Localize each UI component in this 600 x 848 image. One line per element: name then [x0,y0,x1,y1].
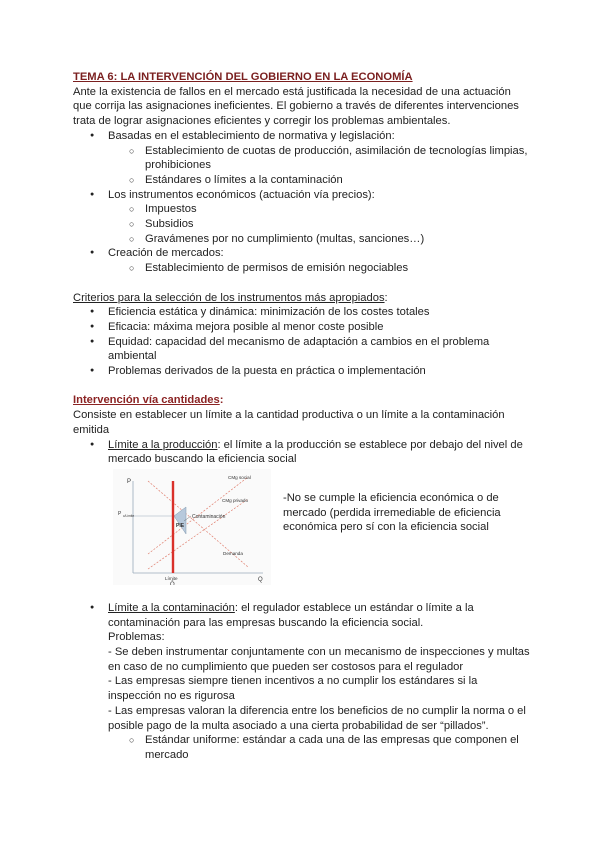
figure-row [73,469,543,587]
quantities-heading-colon: : [219,394,224,407]
quantities-heading-text: Intervención vía cantidades [73,394,220,407]
item-text: - Las empresas valoran la diferencia entre los beneficios de no cumplir la norma o el [108,704,526,717]
production-limit-term: Límite a la producción [108,438,218,451]
item-text: ambiental [108,350,157,363]
market-diagram [113,469,271,585]
item-text: mercado buscando la eficiencia social [108,453,297,466]
demand-label: Demanda [223,550,243,556]
q-bar-label: Q̄ [170,581,175,585]
criteria-list [73,305,543,379]
quantities-list [73,438,543,467]
item-text: : el regulador establece un estándar o límite a la [234,601,474,614]
list-item: ● Problemas derivados de la puesta en práctica o implementación [73,364,543,379]
list-subitem: ○ Estándares o límites a la contaminación [73,173,543,188]
list-subitem: ○ Establecimiento de permisos de emisión negociables [73,261,543,276]
criteria-heading [73,291,543,306]
list-subitem: ○ Gravámenes por no cumplimiento (multas, sanciones…) [73,232,543,247]
x-axis-label: Q [258,576,263,583]
list-item: ● Creación de mercados: [73,246,543,261]
item-text: en caso de no cumplimiento que pueden ser costosos para el regulador [108,660,464,673]
quantities-desc-2: emitida [73,423,110,436]
list-item: ● Eficiencia estática y dinámica: minimización de los costes totales [73,305,543,320]
document-page [73,70,543,763]
list-item: ● Basadas en el establecimiento de normativa y legislación: [73,129,543,144]
list-subitem: ○ Subsidios [73,217,543,232]
cmg-social-label: CMg social [228,474,251,480]
figure-note-line: económica pero sí con la eficiencia social [283,521,489,534]
price-label: P [118,510,122,517]
intervention-list [73,129,543,276]
price-sublabel: c/Límite [123,513,135,518]
subitem-text: Establecimiento de cuotas de producción, asimilación de tecnologías limpias, [145,144,528,157]
diagram-svg [113,469,271,585]
figure-note [283,491,533,535]
cmg-private-label: CMg privado [222,497,249,503]
criteria-heading-text: Criterios para la selección de los instrumentos más apropiados [73,291,385,304]
intro-line-3: trata de lograr asignaciones eficientes y corregir los problemas ambientales. [73,115,451,128]
list-item: ● Eficacia: máxima mejora posible al menor coste posible [73,320,543,335]
list-item [73,601,543,733]
item-text: Equidad: capacidad del mecanismo de adaptación a cambios en el problema [108,335,490,348]
contamination-list [73,601,543,763]
subitem-text: prohibiciones [145,159,211,172]
item-text: - Las empresas siempre tienen incentivos a no cumplir los estándares si la [108,675,478,688]
list-subitem: ○ Impuestos [73,202,543,217]
cmg-private-curve [148,499,248,569]
quantities-desc-1: Consiste en establecer un límite a la cantidad productiva o un límite a la contaminación [73,409,505,422]
item-text: posible pago de la multa asociado a una cierta probabilidad de ser “pillados”. [108,719,489,732]
item-text: Problemas: [108,631,165,644]
page-title: TEMA 6: LA INTERVENCIÓN DEL GOBIERNO EN LA ECONOMÍA [73,71,413,83]
pie-label: PIE [176,522,185,529]
item-text: : el límite a la producción se establece por debajo del nivel de [217,438,523,451]
limit-label: Límite [165,575,178,581]
y-axis-label: P [127,478,132,485]
figure-note-line: -No se cumple la eficiencia económica o de [283,491,499,504]
list-subitem [73,144,543,173]
contamination-label: Contaminación [192,513,226,520]
quantities-heading [73,393,543,408]
pollution-limit-term: Límite a la contaminación [108,601,235,614]
intro-line-1: Ante la existencia de fallos en el mercado está justificada la necesidad de una actuación [73,85,511,98]
item-text: inspección no es rigurosa [108,690,235,703]
item-text: contaminación para las empresas buscando la eficiencia social. [108,616,424,629]
deadweight-loss-area [174,507,186,534]
subitem-text: Estándar uniforme: estándar a cada una de las empresas que componen el [145,734,519,747]
item-text: - Se deben instrumentar conjuntamente con un mecanismo de inspecciones y multas [108,646,530,659]
criteria-heading-colon: : [384,291,388,304]
intro-line-2: que corrija las asignaciones ineficientes. El gobierno a través de diferentes intervenciones [73,100,519,113]
subitem-text: mercado [145,748,189,761]
list-item: ● Los instrumentos económicos (actuación vía precios): [73,188,543,203]
list-subitem [73,733,543,762]
list-item [73,438,543,467]
list-item [73,335,543,364]
figure-note-line: mercado (perdida irremediable de eficiencia [283,506,501,519]
